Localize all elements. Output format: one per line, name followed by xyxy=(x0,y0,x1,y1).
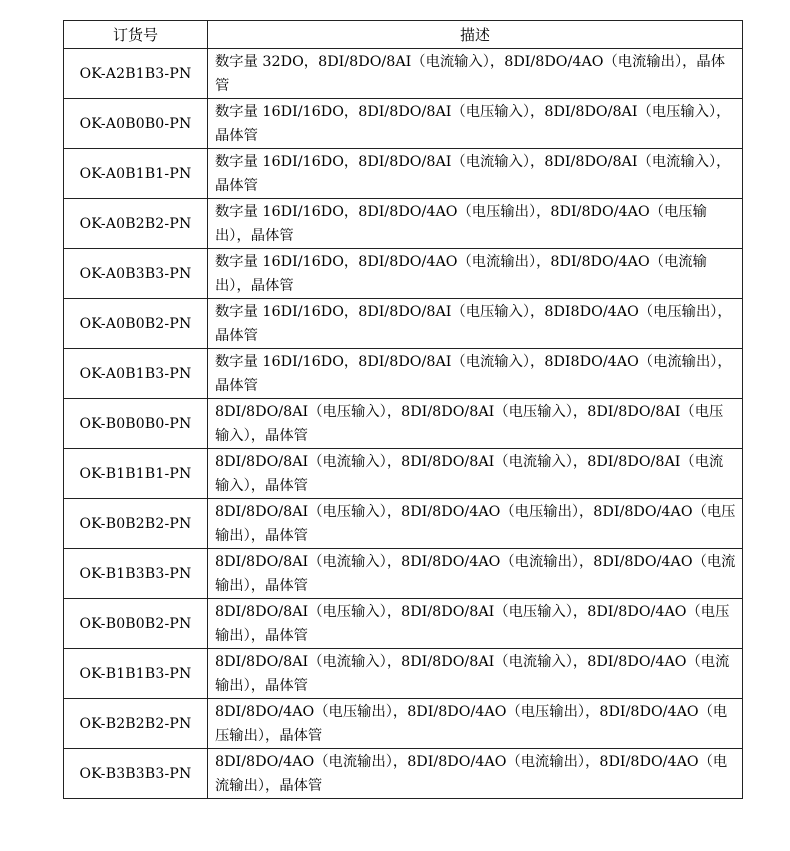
table-row xyxy=(64,649,743,699)
table-row xyxy=(64,249,743,299)
header-order-number: 订货号 xyxy=(64,21,208,49)
table-row xyxy=(64,399,743,449)
table-row xyxy=(64,99,743,149)
order-number-cell: OK-B2B2B2-PN xyxy=(64,699,208,749)
table-row xyxy=(64,499,743,549)
order-number-cell: OK-B1B1B3-PN xyxy=(64,649,208,699)
description-cell: 数字量 16DI/16DO，8DI/8DO/8AI（电流输入），8DI/8DO/8AI（电流输入），晶体管 xyxy=(208,149,743,199)
description-cell: 8DI/8DO/8AI（电压输入），8DI/8DO/8AI（电压输入），8DI/8DO/4AO（电压输出），晶体管 xyxy=(208,599,743,649)
description-cell: 数字量 32DO，8DI/8DO/8AI（电流输入），8DI/8DO/4AO（电流输出），晶体管 xyxy=(208,49,743,99)
order-number-cell: OK-A0B2B2-PN xyxy=(64,199,208,249)
order-number-cell: OK-A2B1B3-PN xyxy=(64,49,208,99)
order-number-cell: OK-B3B3B3-PN xyxy=(64,749,208,799)
description-cell: 数字量 16DI/16DO，8DI/8DO/8AI（电压输入），8DI/8DO/8AI（电压输入），晶体管 xyxy=(208,99,743,149)
order-number-cell: OK-B0B0B2-PN xyxy=(64,599,208,649)
description-cell: 8DI/8DO/8AI（电流输入），8DI/8DO/4AO（电流输出），8DI/8DO/4AO（电流输出），晶体管 xyxy=(208,549,743,599)
description-cell: 8DI/8DO/4AO（电压输出），8DI/8DO/4AO（电压输出），8DI/8DO/4AO（电压输出），晶体管 xyxy=(208,699,743,749)
table-row xyxy=(64,549,743,599)
header-description: 描述 xyxy=(208,21,743,49)
description-cell: 数字量 16DI/16DO，8DI/8DO/4AO（电流输出），8DI/8DO/4AO（电流输出），晶体管 xyxy=(208,249,743,299)
order-number-cell: OK-B0B0B0-PN xyxy=(64,399,208,449)
order-number-cell: OK-A0B0B0-PN xyxy=(64,99,208,149)
order-number-cell: OK-A0B1B1-PN xyxy=(64,149,208,199)
order-number-cell: OK-B0B2B2-PN xyxy=(64,499,208,549)
order-number-cell: OK-A0B3B3-PN xyxy=(64,249,208,299)
table-row xyxy=(64,749,743,799)
table-row xyxy=(64,349,743,399)
order-number-cell: OK-B1B1B1-PN xyxy=(64,449,208,499)
description-cell: 数字量 16DI/16DO，8DI/8DO/8AI（电流输入），8DI8DO/4AO（电流输出），晶体管 xyxy=(208,349,743,399)
order-number-cell: OK-B1B3B3-PN xyxy=(64,549,208,599)
description-cell: 数字量 16DI/16DO，8DI/8DO/8AI（电压输入），8DI8DO/4AO（电压输出），晶体管 xyxy=(208,299,743,349)
order-number-cell: OK-A0B0B2-PN xyxy=(64,299,208,349)
table-row xyxy=(64,299,743,349)
table-row xyxy=(64,599,743,649)
table-row xyxy=(64,49,743,99)
description-cell: 数字量 16DI/16DO，8DI/8DO/4AO（电压输出），8DI/8DO/4AO（电压输出），晶体管 xyxy=(208,199,743,249)
description-cell: 8DI/8DO/8AI（电流输入），8DI/8DO/8AI（电流输入），8DI/8DO/4AO（电流输出），晶体管 xyxy=(208,649,743,699)
table-header-row xyxy=(64,21,743,49)
order-number-cell: OK-A0B1B3-PN xyxy=(64,349,208,399)
table-row xyxy=(64,149,743,199)
order-table-container xyxy=(63,20,742,799)
description-cell: 8DI/8DO/4AO（电流输出），8DI/8DO/4AO（电流输出），8DI/8DO/4AO（电流输出），晶体管 xyxy=(208,749,743,799)
description-cell: 8DI/8DO/8AI（电压输入），8DI/8DO/8AI（电压输入），8DI/8DO/8AI（电压输入），晶体管 xyxy=(208,399,743,449)
description-cell: 8DI/8DO/8AI（电压输入），8DI/8DO/4AO（电压输出），8DI/8DO/4AO（电压输出），晶体管 xyxy=(208,499,743,549)
order-table xyxy=(63,20,743,799)
table-row xyxy=(64,449,743,499)
table-row xyxy=(64,699,743,749)
description-cell: 8DI/8DO/8AI（电流输入），8DI/8DO/8AI（电流输入），8DI/8DO/8AI（电流输入），晶体管 xyxy=(208,449,743,499)
table-row xyxy=(64,199,743,249)
